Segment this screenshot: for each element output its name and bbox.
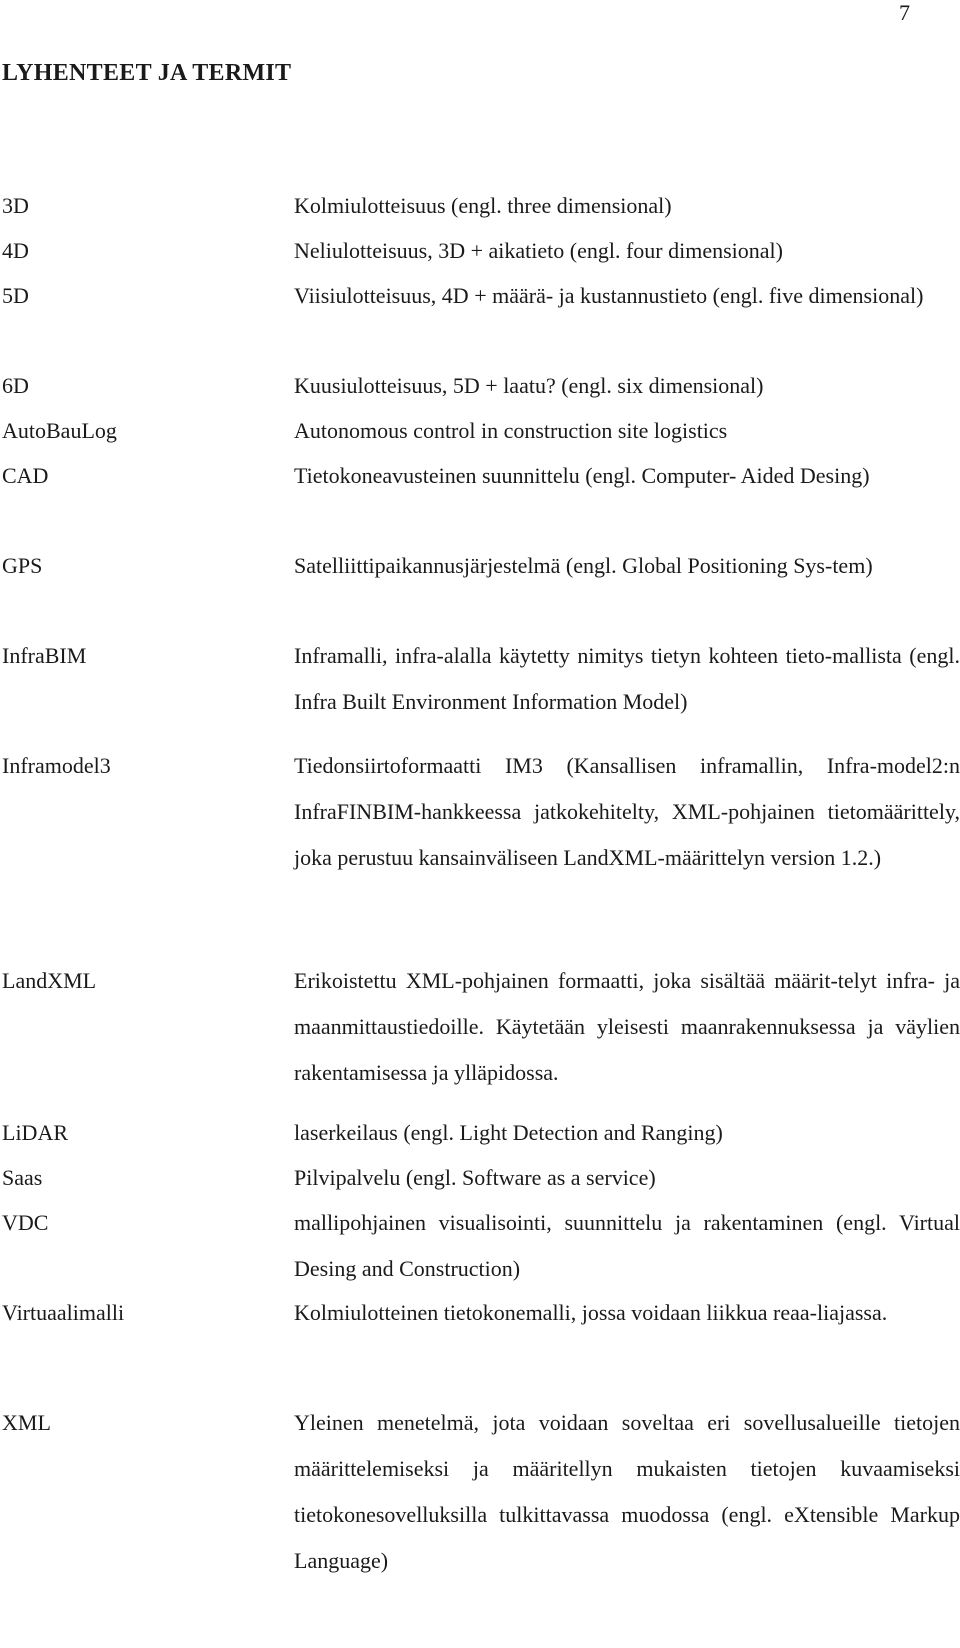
- glossary-definition: Tiedonsiirtoformaatti IM3 (Kansallisen inframallin, Infra-model2:n InfraFINBIM-hankkeessa jatkokehitelty, XML-pohjainen tietomäärittely, joka perustuu kansainväliseen LandXML-määrittelyn version 1.2.): [294, 753, 960, 870]
- glossary-term: LandXML: [2, 968, 97, 993]
- glossary-term: LiDAR: [2, 1120, 68, 1145]
- section-heading: LYHENTEET JA TERMIT: [2, 60, 292, 86]
- glossary-term: VDC: [2, 1210, 49, 1235]
- glossary-definition: Kolmiulotteisuus (engl. three dimensional): [294, 193, 672, 218]
- glossary-term: 6D: [2, 373, 29, 398]
- glossary-definition: Inframalli, infra-alalla käytetty nimitys tietyn kohteen tieto-mallista (engl. Infra Built Environment Information Model): [294, 643, 960, 714]
- glossary-definition: Pilvipalvelu (engl. Software as a service): [294, 1165, 656, 1190]
- glossary-definition: laserkeilaus (engl. Light Detection and Ranging): [294, 1120, 723, 1145]
- glossary-term: XML: [2, 1410, 51, 1435]
- glossary-term: InfraBIM: [2, 643, 87, 668]
- glossary-term: 4D: [2, 238, 29, 263]
- glossary-term: AutoBauLog: [2, 418, 117, 443]
- glossary-term: Inframodel3: [2, 753, 111, 778]
- glossary-definition: Neliulotteisuus, 3D + aikatieto (engl. four dimensional): [294, 238, 783, 263]
- glossary-definition: Viisiulotteisuus, 4D + määrä- ja kustannustieto (engl. five dimensional): [294, 283, 924, 308]
- glossary-definition: Kuusiulotteisuus, 5D + laatu? (engl. six dimensional): [294, 373, 764, 398]
- glossary-term: GPS: [2, 553, 43, 578]
- page-number: 7: [899, 0, 910, 25]
- glossary-definition: Satelliittipaikannusjärjestelmä (engl. Global Positioning Sys-tem): [294, 553, 873, 578]
- glossary-definition: Autonomous control in construction site logistics: [294, 418, 728, 443]
- glossary-term: 5D: [2, 283, 29, 308]
- glossary-term: Virtuaalimalli: [2, 1300, 125, 1325]
- glossary-term: 3D: [2, 193, 29, 218]
- glossary-definition: Kolmiulotteinen tietokonemalli, jossa voidaan liikkua reaa-liajassa.: [294, 1300, 888, 1325]
- glossary-term: CAD: [2, 463, 49, 488]
- glossary-definition: Erikoistettu XML-pohjainen formaatti, joka sisältää määrit-telyt infra- ja maanmittaustiedoille. Käytetään yleisesti maanrakennuksessa ja väylien rakentamisessa ja ylläpidossa.: [294, 968, 960, 1085]
- glossary-definition: Tietokoneavusteinen suunnittelu (engl. Computer- Aided Desing): [294, 463, 870, 488]
- glossary-definition: mallipohjainen visualisointi, suunnittelu ja rakentaminen (engl. Virtual Desing and Construction): [294, 1210, 960, 1281]
- glossary-definition: Yleinen menetelmä, jota voidaan soveltaa eri sovellusalueille tietojen määrittelemiseksi ja määritellyn mukaisten tietojen kuvaamiseksi tietokonesovelluksilla tulkittavassa muodossa (engl. eXtensible Markup Language): [294, 1410, 960, 1573]
- glossary-term: Saas: [2, 1165, 43, 1190]
